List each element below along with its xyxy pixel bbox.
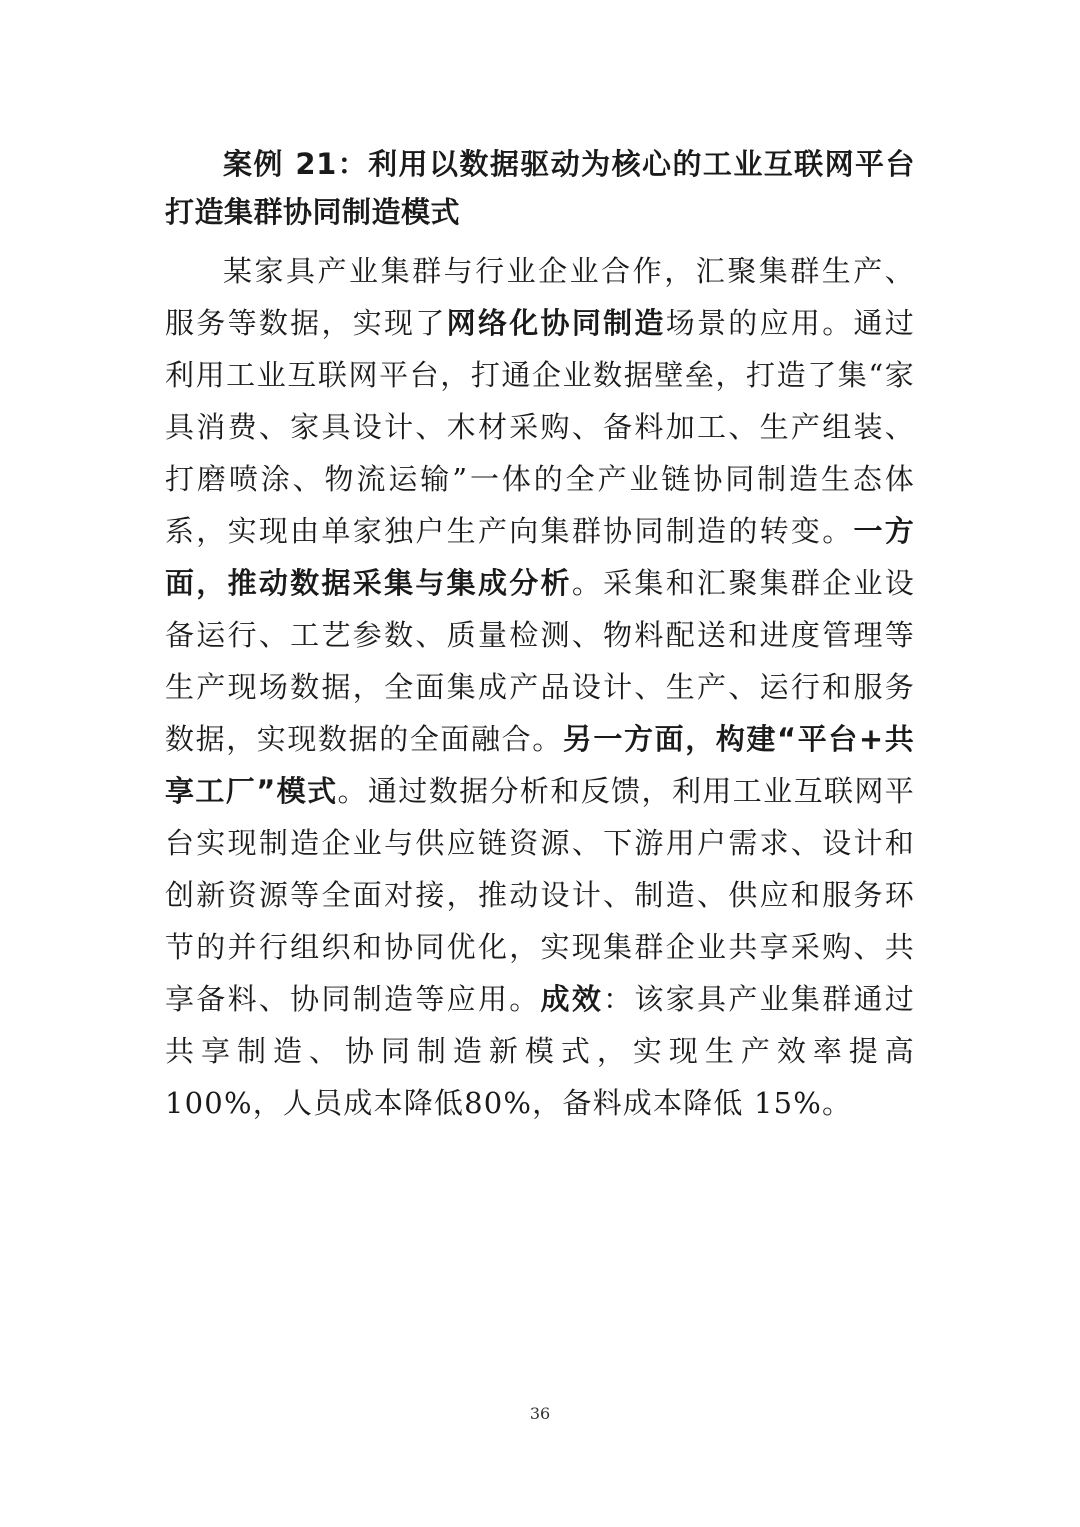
text-run: 场景的应用。通过利用工业互联网平台，打通企业数据壁垒，打造了集“家具消费、家具设计、木材采购、备料加工、生产组装、打磨喷涂、物流运输”一体的全产业链协同制造生态体系，实现由单家独户生产向集群协同制造的转变。 [165, 306, 915, 548]
highlight-data-collection: 一方面，推动数据采集与集成分析 [165, 514, 915, 600]
highlight-shared-factory: 另一方面，构建“平台+共享工厂”模式 [165, 722, 915, 808]
highlight-results-label: 成效 [540, 982, 604, 1016]
text-run: 。采集和汇聚集群企业设备运行、工艺参数、质量检测、物料配送和进度管理等生产现场数据，全面集成产品设计、生产、运行和服务数据，实现数据的全面融合。 [165, 566, 915, 756]
page-number: 36 [529, 1404, 551, 1423]
text-run: ：该家具产业集群通过共享制造、协同制造新模式，实现生产效率提高100%，人员成本降低80%，备料成本降低 15%。 [165, 982, 915, 1120]
text-run: 。通过数据分析和反馈，利用工业互联网平台实现制造企业与供应链资源、下游用户需求、设计和创新资源等全面对接，推动设计、制造、供应和服务环节的并行组织和协同优化，实现集群企业共享采购、共享备料、协同制造等应用。 [165, 774, 915, 1016]
highlight-networked-manufacturing: 网络化协同制造 [446, 306, 666, 340]
case-title: 案例 21：利用以数据驱动为核心的工业互联网平台打造集群协同制造模式 [165, 147, 915, 229]
page-content [165, 140, 915, 1129]
text-run: 某家具产业集群与行业企业合作，汇聚集群生产、服务等数据，实现了 [165, 254, 915, 340]
case-body-paragraph [165, 245, 915, 1129]
